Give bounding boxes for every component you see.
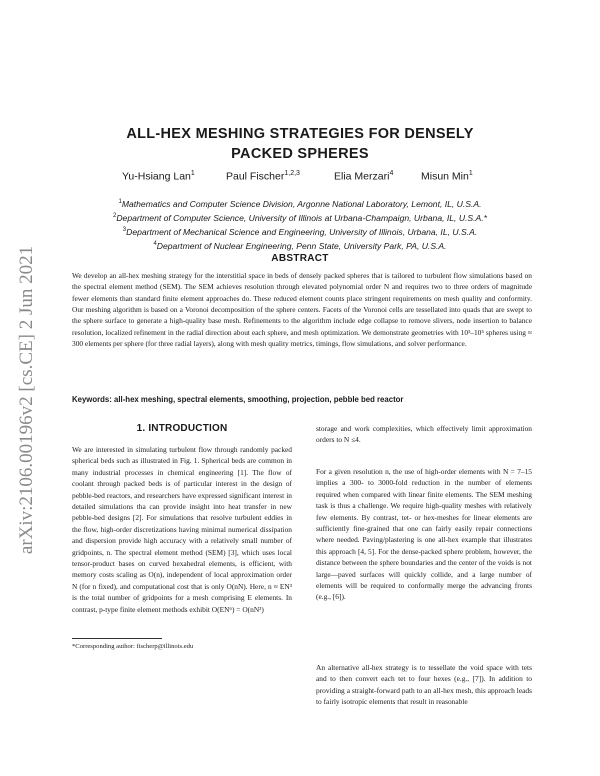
keywords-label: Keywords: <box>72 395 112 404</box>
affiliation: $^1$Mathematics and Computer Science Division, Argonne National Laboratory, Lemont, IL, U.S.A. <box>118 198 482 209</box>
paragraph: An alternative all-hex strategy is to tessellate the void space with tets and to then convert each tet to four hexes (e.g., [7]). In addition to providing a straight-forward path to an all-hex mesh, this approach leads to fairly isotropic elements that result in reasonable <box>316 663 532 707</box>
keywords-text: all-hex meshing, spectral elements, smoothing, projection, pebble bed reactor <box>114 395 404 404</box>
author-list <box>0 170 600 186</box>
abstract-body: We develop an all-hex meshing strategy for the interstitial space in beds of densely packed spheres that is tailored to turbulent flow simulations based on the spectral element method (SEM). The SEM achieves resolution through elevated polynomial order N and requires two to three orders of magnitude fewer elements than standard finite element approaches do. These reduced element counts place stringent requirements on mesh quality and conformity. Our meshing algorithm is based on a Voronoi decomposition of the sphere centers. Facets of the Voronoi cells are tessellated into quads that are swept to the sphere surface to generate a high-quality base mesh. Refinements to the algorithm include edge collapse to remove slivers, node insertion to balance resolution, localized refinement in the radial direction about each sphere, and mesh optimization. We demonstrate geometries with 10³–10⁵ spheres using ≈ 300 elements per sphere (for three radial layers), along with mesh quality metrics, timings, flow simulations, and solver performance. <box>72 271 532 349</box>
affiliations <box>0 196 600 252</box>
title-line-2: PACKED SPHERES <box>231 146 369 162</box>
paper-title <box>0 124 600 164</box>
right-column-top <box>316 423 532 446</box>
keywords <box>72 395 532 404</box>
arxiv-stamp-text: arXiv:2106.00196v2 [cs.CE] 2 Jun 2021 <box>16 245 37 555</box>
affiliation: $^3$Department of Mechanical Science and Engineering, University of Illinois, Urbana, IL, U.S.A. <box>122 226 478 237</box>
footnote-rule <box>72 638 162 639</box>
section-heading: 1. INTRODUCTION <box>136 423 228 434</box>
abstract-heading: ABSTRACT <box>271 253 329 264</box>
author: Yu-Hsiang Lan$^1$ <box>122 170 195 183</box>
footnote: *Corresponding author: fischerp@illinois.edu <box>72 643 194 650</box>
author: Misun Min$^1$ <box>421 170 473 183</box>
affiliation: $^4$Department of Nuclear Engineering, Penn State, University Park, PA, U.S.A. <box>153 241 447 252</box>
author: Elia Merzari$^4$ <box>334 170 394 183</box>
paragraph: For a given resolution n, the use of high-order elements with N = 7–15 implies a 300- to 3000-fold reduction in the number of elements required when compared with linear finite elements. The SEM meshing task is thus a challenge. We require high-quality meshes with relatively few elements. By contrast, tet- or hex-meshes for linear elements are sufficiently fine-grained that one can fairly easily repair connections where needed. Paving/plastering is one all-hex example that illustrates this approach [4, 5]. For the dense-packed sphere problem, however, the distance between the sphere boundaries and the center of the voids is not large—paved surfaces will quickly collide, and a large number of elements will be required to conformally merge the advancing fronts (e.g., [6]). <box>316 467 532 602</box>
paragraph: We are interested in simulating turbulent flow through randomly packed spherical beds such as illustrated in Fig. 1. Spherical beds are common in many industrial processes in chemical engineering [1]. The flow of coolant through packed beds is of particular interest in the design of pebble-bed reactors, and researchers have expressed significant interest in detailed simulations tha can provide insight into heat transfer in new pebble-bed designs [2]. For simulations that resolve turbulent eddies in the flow, high-order discretizations having minimal numerical dissipation and dispersion provide high accuracy with a relatively small number of gridpoints, n. The spectral element method (SEM) [3], which uses local tensor-product bases on curved hexahedral elements, is efficient, with memory costs scaling as O(n), independent of local approximation order N (for n fixed), and computational cost that is only O(nN). Here, n ≈ EN³ is the total number of gridpoints for a mesh comprising E elements. In contrast, p-type finite element methods exhibit O(EN⁶) = O(nN³) <box>72 445 292 614</box>
paragraph: storage and work complexities, which effectively limit approximation orders to N ≤4. <box>316 424 532 445</box>
left-column <box>72 444 292 615</box>
author: Paul Fischer$^{1,2,3}$ <box>226 170 300 183</box>
right-column-bottom <box>316 662 532 708</box>
title-line-1: ALL-HEX MESHING STRATEGIES FOR DENSELY <box>126 126 474 142</box>
right-column-middle <box>316 466 532 603</box>
affiliation: $^2$Department of Computer Science, University of Illinois at Urbana-Champaign, Urbana, IL, U.S.A.* <box>113 212 487 223</box>
